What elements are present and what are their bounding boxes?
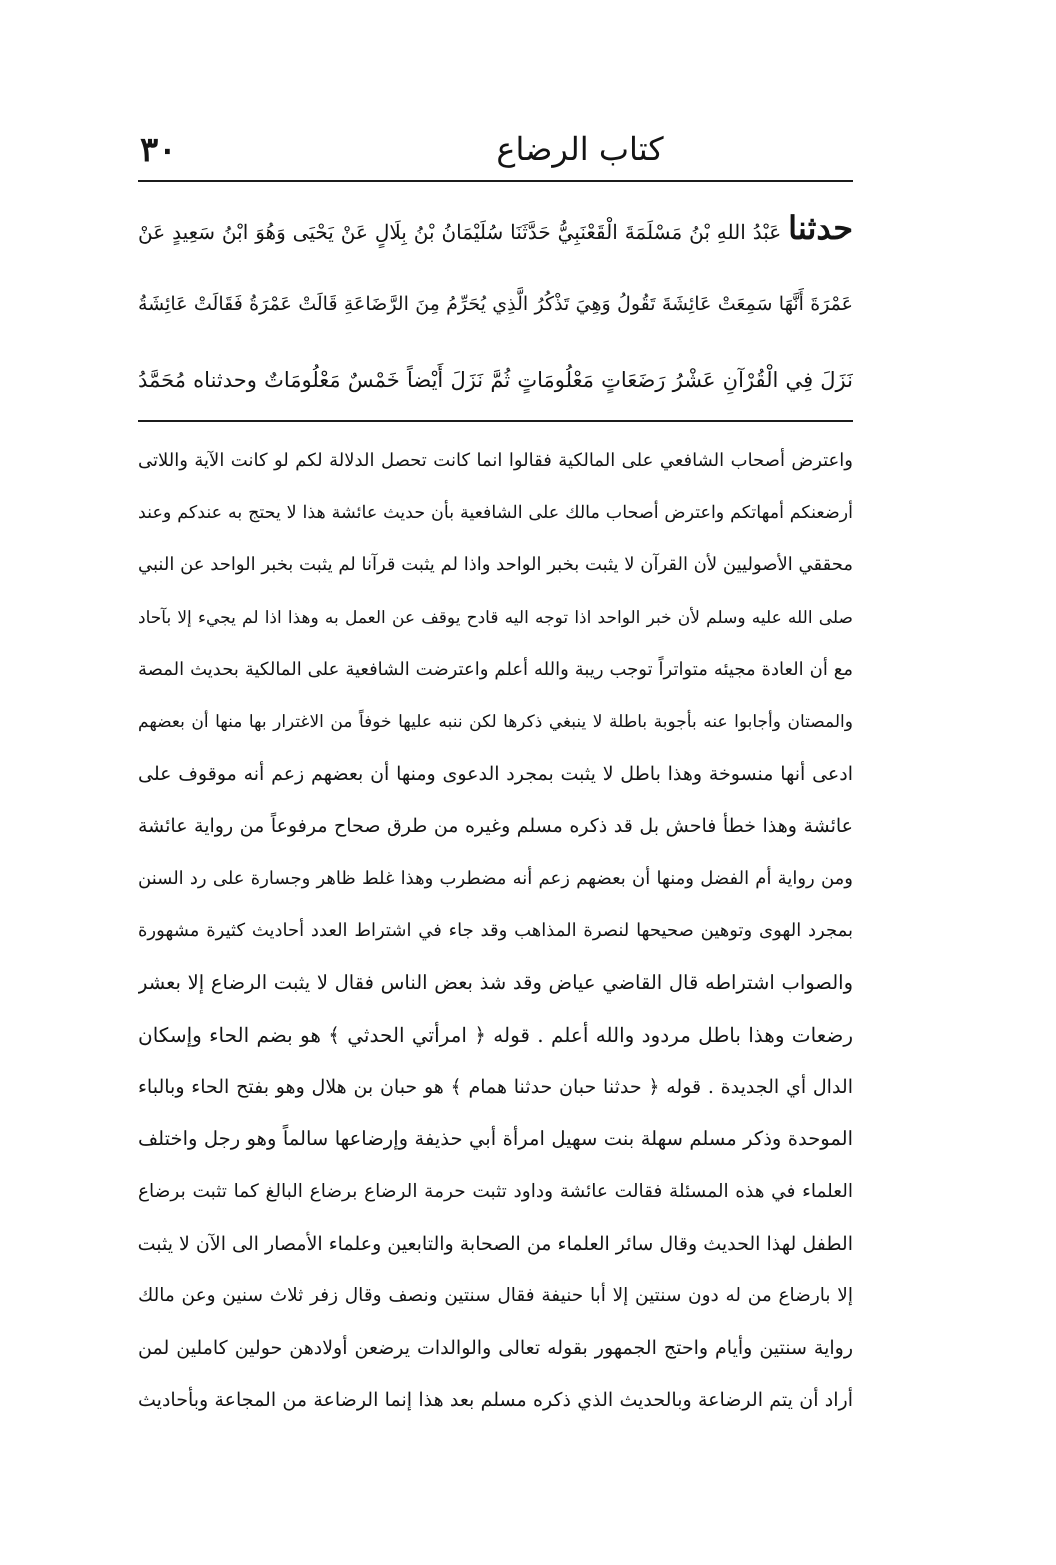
commentary-line: ومن رواية أم الفضل ومنها أن بعضهم زعم أنه مضطرب وهذا غلط ظاهر وجسارة على رد السنن <box>138 867 853 889</box>
commentary-line: عائشة وهذا خطأ فاحش بل قد ذكره مسلم وغيره من طرق صحاح مرفوعاً من رواية عائشة <box>138 815 853 838</box>
commentary-line: بمجرد الهوى وتوهين صحيحها لنصرة المذاهب وقد جاء في اشتراط العدد أحاديث كثيرة مشهورة <box>138 919 853 941</box>
commentary-line: العلماء في هذه المسئلة فقالت عائشة وداود تثبت حرمة الرضاع برضاع البالغ كما تثبت برضاع <box>138 1180 853 1202</box>
commentary-line: الطفل لهذا الحديث وقال سائر العلماء من الصحابة والتابعين وعلماء الأمصار الى الآن لا يثبت <box>138 1232 853 1255</box>
commentary-line: صلى الله عليه وسلم لأن خبر الواحد اذا توجه اليه قادح يوقف عن العمل به وهذا اذا لم يجيء إلا بآحاد <box>138 607 853 628</box>
page-header <box>140 128 855 178</box>
commentary-line: أرضعنكم أمهاتكم واعترض أصحاب مالك على الشافعية بأن حديث عائشة هذا لا يحتج به عندكم وعند <box>138 503 853 524</box>
commentary-line: الدال أي الجديدة . قوله ﴿ حدثنا حبان حدثنا همام ﴾ هو حبان بن هلال وهو بفتح الحاء وبالباء <box>138 1076 853 1099</box>
commentary-line: والصواب اشتراطه قال القاضي عياض وقد شذ بعض الناس فقال لا يثبت الرضاع إلا بعشر <box>138 970 853 994</box>
commentary-line: رضعات وهذا باطل مردود والله أعلم . قوله ﴿ امرأتي الحدثي ﴾ هو بضم الحاء وإسكان <box>138 1023 853 1048</box>
hadith-text-block <box>138 190 853 418</box>
hadith-line <box>138 266 853 342</box>
hadith-line <box>138 190 853 266</box>
hadith-marker: حدثنا <box>788 209 853 247</box>
header-divider <box>138 180 853 182</box>
commentary-line: محققي الأصوليين لأن القرآن لا يثبت بخبر الواحد واذا لم يثبت قرآنا لم يثبت بخبر الواحد عن النبي <box>138 554 853 576</box>
hadith-line-text: عَمْرَةَ أَنَّهَا سَمِعَتْ عَائِشَةَ تَقُولُ وَهِيَ تَذْكُرُ الَّذِي يُحَرِّمُ مِنَ الرَّضَاعَةِ قَالَتْ عَمْرَةُ فَقَالَتْ عَائِشَةُ <box>138 293 853 315</box>
commentary-line: إلا بارضاع من له دون سنتين إلا أبا حنيفة فقال سنتين ونصف وقال زفر ثلاث سنين وعن مالك <box>138 1285 853 1306</box>
running-title: كتاب الرضاع <box>496 130 664 168</box>
section-divider <box>138 420 853 422</box>
commentary-line: الموحدة وذكر مسلم سهلة بنت سهيل امرأة أبي حذيفة وإرضاعها سالماً وهو رجل واختلف <box>138 1127 853 1151</box>
commentary-text-block <box>138 435 853 1427</box>
hadith-line-text: عَبْدُ اللهِ بْنُ مَسْلَمَةَ الْقَعْنَبِيُّ حَدَّثَنَا سُلَيْمَانُ بْنُ بِلَالٍ عَنْ يَحْيَى وَهُوَ ابْنُ سَعِيدٍ عَنْ <box>138 220 782 244</box>
commentary-line: أراد أن يتم الرضاعة وبالحديث الذي ذكره مسلم بعد هذا إنما الرضاعة من المجاعة وبأحاديث <box>138 1389 853 1412</box>
page-number: ٣٠ <box>140 130 177 170</box>
commentary-line: رواية سنتين وأيام واحتج الجمهور بقوله تعالى والوالدات يرضعن أولادهن حولين كاملين لمن <box>138 1337 853 1360</box>
hadith-line <box>138 342 853 418</box>
hadith-line-text: نَزَلَ فِي الْقُرْآنِ عَشْرُ رَضَعَاتٍ مَعْلُومَاتٍ ثُمَّ نَزَلَ أَيْضاً خَمْسٌ مَعْلُومَاتٌ وحدثناه مُحَمَّدُ <box>138 368 853 392</box>
commentary-line: مع أن العادة مجيئه متواتراً توجب ريبة والله أعلم واعترضت الشافعية على المالكية بحديث المصة <box>138 658 853 680</box>
commentary-line: واعترض أصحاب الشافعي على المالكية فقالوا انما كانت تحصل الدلالة لكم لو كانت الآية واللاتى <box>138 450 853 471</box>
commentary-line: والمصتان وأجابوا عنه بأجوبة باطلة لا ينبغي ذكرها لكن ننبه عليها خوفاً من الاغترار بها منها أن بعضهم <box>138 711 853 732</box>
commentary-line: ادعى أنها منسوخة وهذا باطل لا يثبت بمجرد الدعوى ومنها أن بعضهم زعم أنه موقوف على <box>138 763 853 786</box>
